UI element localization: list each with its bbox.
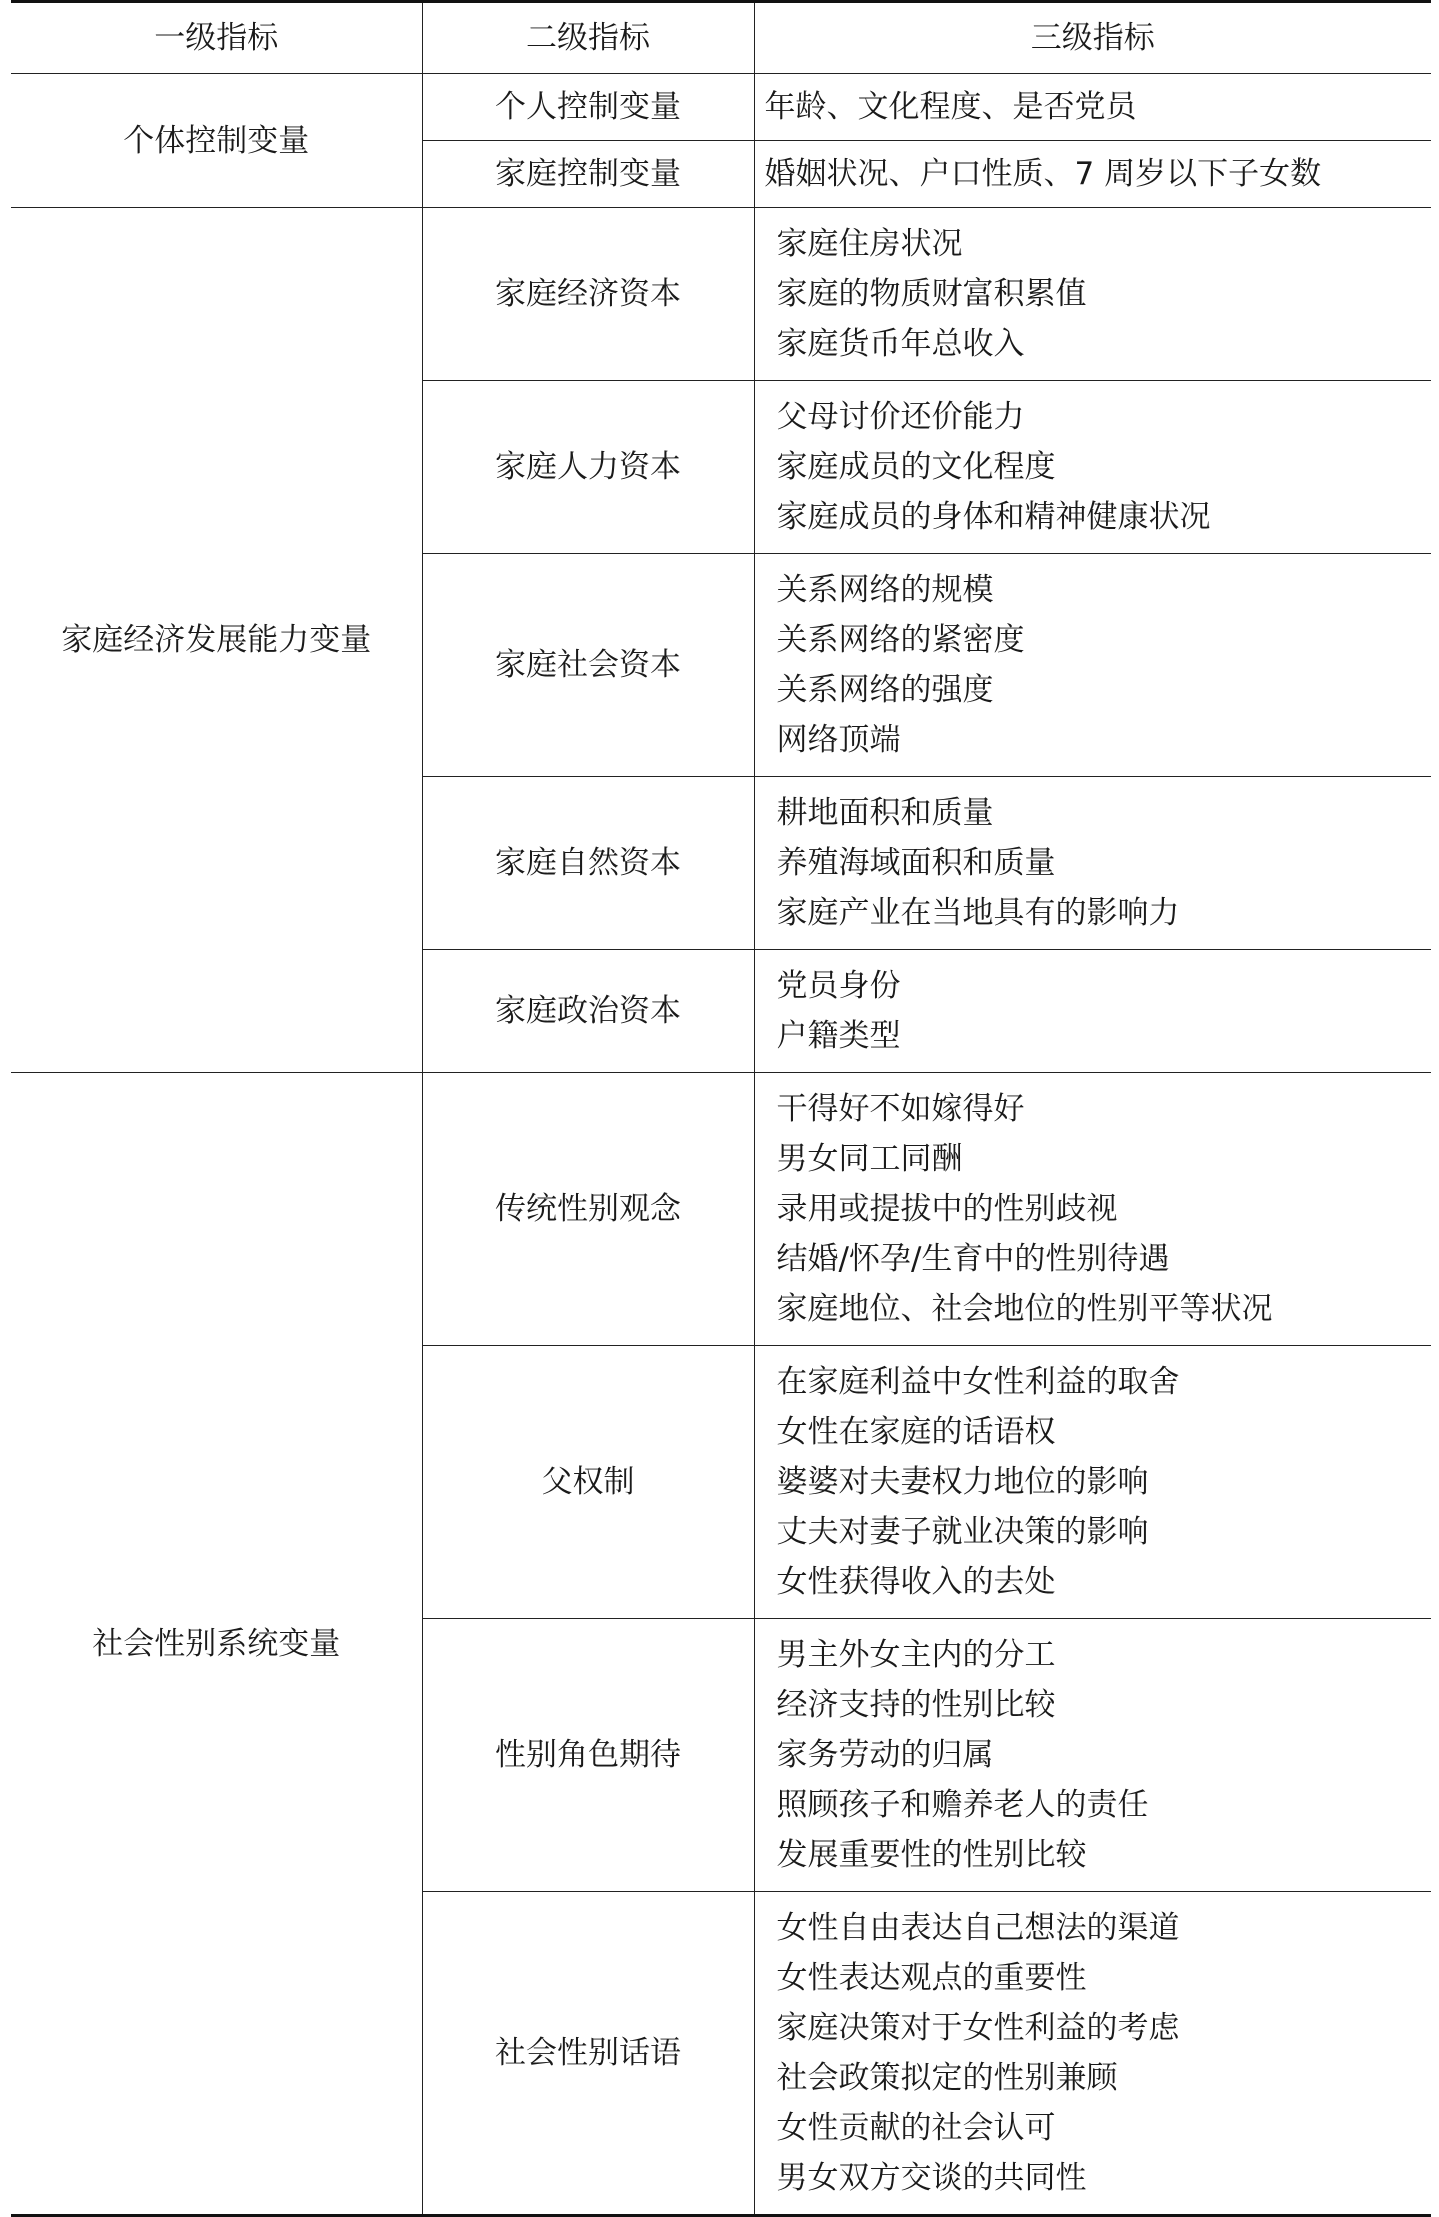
level3-item: 男女双方交谈的共同性	[776, 2160, 1087, 2196]
level3-item: 家庭成员的身体和精神健康状况	[776, 499, 1211, 535]
level3-item: 录用或提拔中的性别歧视	[776, 1191, 1118, 1227]
level2-cell: 社会性别话语	[422, 1892, 754, 2216]
level3-item: 户籍类型	[776, 1018, 901, 1054]
level3-item: 女性贡献的社会认可	[776, 2110, 1056, 2146]
level3-list-cell	[754, 950, 1431, 1073]
level3-item: 党员身份	[776, 968, 901, 1004]
indicator-table	[11, 0, 1431, 2217]
header-level1: 一级指标	[11, 2, 422, 74]
level2-cell: 父权制	[422, 1346, 754, 1619]
table-row	[11, 208, 1431, 381]
level3-item: 家庭地位、社会地位的性别平等状况	[776, 1291, 1273, 1327]
level3-item: 经济支持的性别比较	[776, 1687, 1056, 1723]
level3-item: 家务劳动的归属	[776, 1737, 994, 1773]
level3-item: 家庭成员的文化程度	[776, 449, 1056, 485]
level1-cell: 个体控制变量	[11, 74, 422, 208]
table-row	[11, 1073, 1431, 1346]
header-level2: 二级指标	[422, 2, 754, 74]
level3-item: 家庭货币年总收入	[776, 326, 1025, 362]
level3-item: 女性自由表达自己想法的渠道	[776, 1910, 1180, 1946]
header-row	[11, 2, 1431, 74]
level3-item: 社会政策拟定的性别兼顾	[776, 2060, 1118, 2096]
level3-list-cell	[754, 381, 1431, 554]
level3-item: 丈夫对妻子就业决策的影响	[776, 1514, 1149, 1550]
level3-list-cell	[754, 1619, 1431, 1892]
level3-item: 关系网络的规模	[776, 572, 994, 608]
level2-cell: 传统性别观念	[422, 1073, 754, 1346]
level3-item: 女性表达观点的重要性	[776, 1960, 1087, 1996]
level3-item: 干得好不如嫁得好	[776, 1091, 1025, 1127]
level2-cell: 性别角色期待	[422, 1619, 754, 1892]
level3-item: 男主外女主内的分工	[776, 1637, 1056, 1673]
level3-item: 家庭的物质财富积累值	[776, 276, 1087, 312]
level3-item: 男女同工同酬	[776, 1141, 963, 1177]
level3-item: 关系网络的紧密度	[776, 622, 1025, 658]
level1-cell: 社会性别系统变量	[11, 1073, 422, 2216]
level2-cell: 家庭经济资本	[422, 208, 754, 381]
level3-item: 家庭产业在当地具有的影响力	[776, 895, 1180, 931]
level3-item: 家庭决策对于女性利益的考虑	[776, 2010, 1180, 2046]
level3-item: 婆婆对夫妻权力地位的影响	[776, 1464, 1149, 1500]
level3-item: 耕地面积和质量	[776, 795, 994, 831]
level3-list-cell	[754, 777, 1431, 950]
header-level3: 三级指标	[754, 2, 1431, 74]
level3-list-cell	[754, 1073, 1431, 1346]
level1-cell: 家庭经济发展能力变量	[11, 208, 422, 1073]
level3-list-cell	[754, 1892, 1431, 2216]
level3-item: 照顾孩子和赡养老人的责任	[776, 1787, 1149, 1823]
level3-item: 结婚/怀孕/生育中的性别待遇	[776, 1241, 1170, 1277]
level3-item: 女性获得收入的去处	[776, 1564, 1056, 1600]
level2-cell: 个人控制变量	[422, 74, 754, 141]
level3-list-cell	[754, 1346, 1431, 1619]
level2-cell: 家庭社会资本	[422, 554, 754, 777]
level2-cell: 家庭控制变量	[422, 141, 754, 208]
level3-item: 父母讨价还价能力	[776, 399, 1025, 435]
level3-list-cell	[754, 208, 1431, 381]
level3-cell: 年龄、文化程度、是否党员	[754, 74, 1431, 141]
level3-list-cell	[754, 554, 1431, 777]
table-row	[11, 74, 1431, 141]
level3-item: 关系网络的强度	[776, 672, 994, 708]
indicator-table-wrapper	[11, 0, 1431, 2217]
level3-item: 发展重要性的性别比较	[776, 1837, 1087, 1873]
level3-item: 女性在家庭的话语权	[776, 1414, 1056, 1450]
level3-item: 家庭住房状况	[776, 226, 963, 262]
level3-item: 在家庭利益中女性利益的取舍	[776, 1364, 1180, 1400]
level3-item: 网络顶端	[776, 722, 901, 758]
level2-cell: 家庭人力资本	[422, 381, 754, 554]
level2-cell: 家庭政治资本	[422, 950, 754, 1073]
level2-cell: 家庭自然资本	[422, 777, 754, 950]
level3-cell: 婚姻状况、户口性质、7 周岁以下子女数	[754, 141, 1431, 208]
level3-item: 养殖海域面积和质量	[776, 845, 1056, 881]
